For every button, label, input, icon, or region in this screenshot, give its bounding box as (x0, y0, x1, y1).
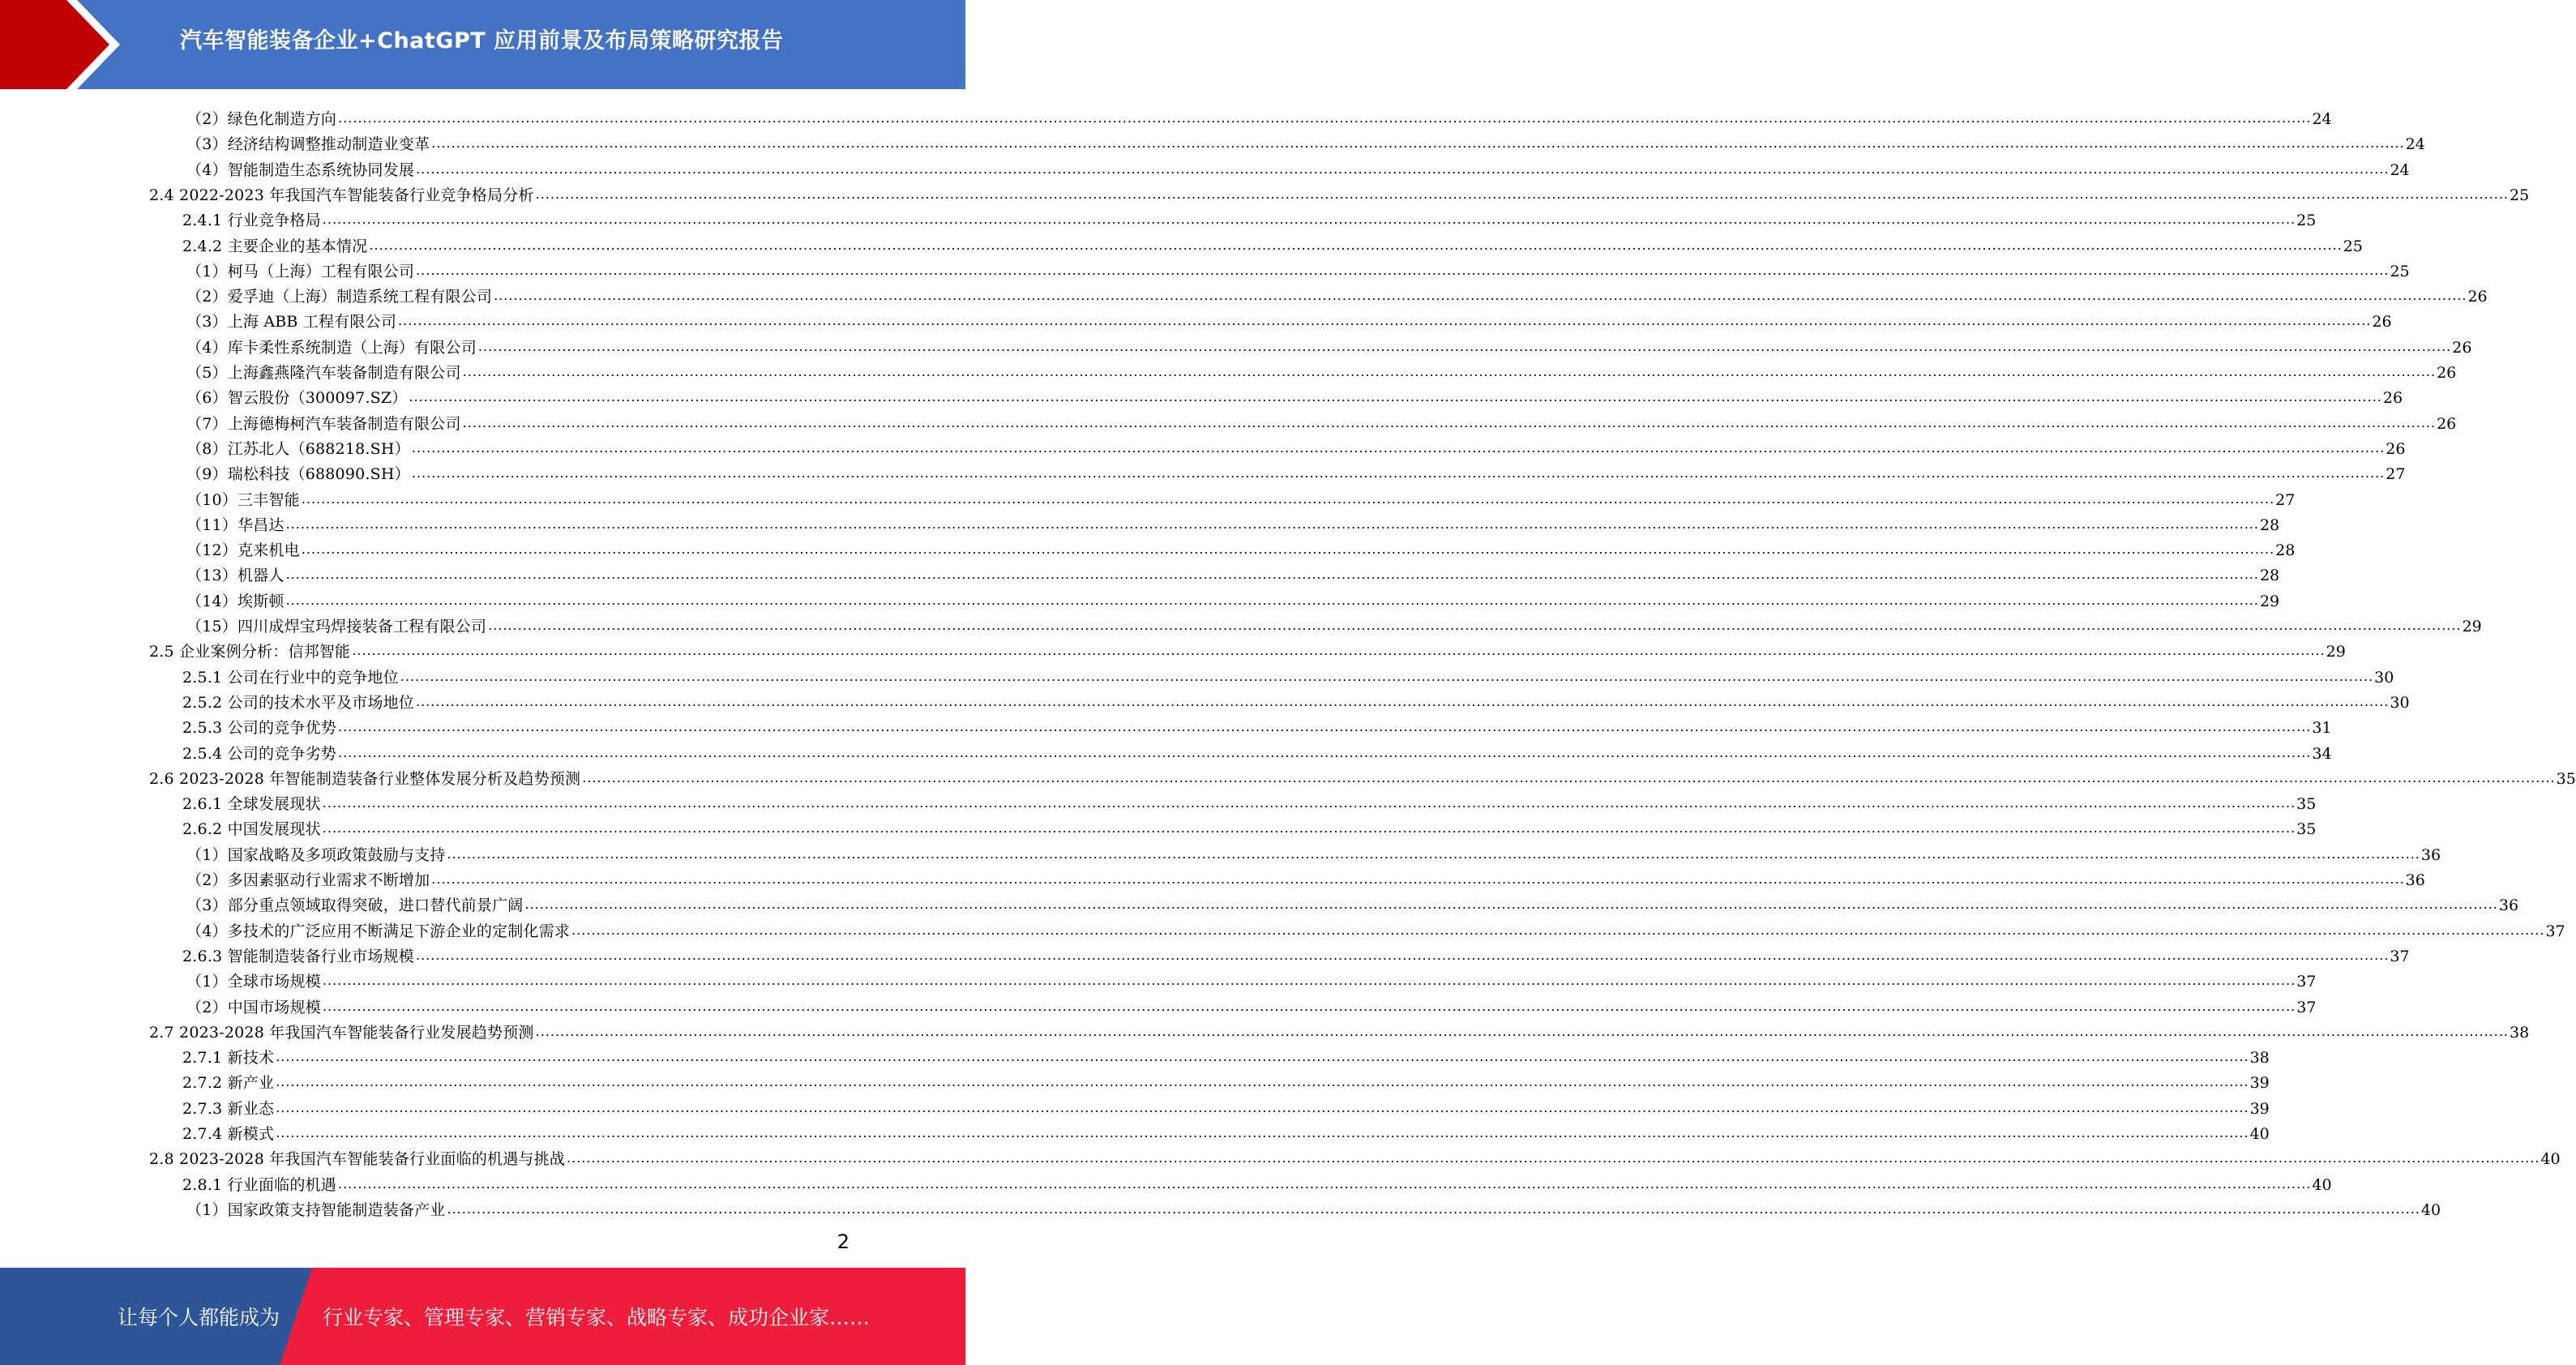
toc-entry-page: 39 (2249, 1099, 2270, 1118)
toc-entry-page: 27 (2386, 465, 2406, 484)
toc-entry[interactable] (182, 1093, 2270, 1119)
toc-leader-dots: ................................................................................................................................................................................................................................................................................................................................................................................................................ (447, 845, 2420, 862)
toc-leader-dots: ................................................................................................................................................................................................................................................................................................................................................................................................................ (416, 262, 2390, 278)
toc-entry[interactable] (186, 281, 2488, 306)
toc-leader-dots: ................................................................................................................................................................................................................................................................................................................................................................................................................ (322, 973, 2296, 989)
toc-entry[interactable] (186, 104, 2332, 129)
toc-entry-page: 36 (2498, 896, 2519, 915)
toc-entry-page: 30 (2390, 693, 2410, 712)
toc-entry-page: 26 (2382, 389, 2403, 408)
toc-entry-label: 2.5.1 公司在行业中的竞争地位 (182, 668, 399, 687)
toc-entry-label: 2.6.1 全球发展现状 (182, 795, 321, 814)
toc-entry[interactable] (182, 789, 2317, 814)
toc-entry-page: 40 (2249, 1125, 2270, 1143)
toc-entry-page: 26 (2437, 414, 2457, 433)
toc-entry-page: 38 (2249, 1049, 2270, 1068)
toc-entry-page: 36 (2420, 845, 2441, 864)
toc-entry[interactable] (182, 738, 2332, 764)
toc-leader-dots: ................................................................................................................................................................................................................................................................................................................................................................................................................ (524, 896, 2498, 913)
toc-entry[interactable] (149, 636, 2346, 661)
toc-entry-page: 29 (2462, 618, 2482, 635)
toc-entry-label: （5）上海鑫燕隆汽车装备制造有限公司 (186, 364, 461, 382)
toc-entry-label: 2.5 企业案例分析：信邦智能 (149, 643, 351, 661)
toc-entry-page: 26 (2386, 439, 2406, 458)
toc-entry[interactable] (186, 865, 2425, 890)
toc-entry-label: （13）机器人 (186, 567, 285, 585)
toc-leader-dots: ................................................................................................................................................................................................................................................................................................................................................................................................................ (416, 693, 2390, 709)
toc-entry-label: 2.7.1 新技术 (182, 1049, 275, 1068)
toc-entry-label: 2.8.1 行业面临的机遇 (182, 1175, 336, 1194)
page-header (0, 0, 965, 89)
toc-leader-dots: ................................................................................................................................................................................................................................................................................................................................................................................................................ (276, 1074, 2249, 1090)
toc-leader-dots: ................................................................................................................................................................................................................................................................................................................................................................................................................ (535, 186, 2509, 202)
toc-entry-page: 38 (2510, 1023, 2530, 1042)
toc-leader-dots: ................................................................................................................................................................................................................................................................................................................................................................................................................ (276, 1049, 2249, 1065)
toc-entry[interactable] (186, 535, 2296, 560)
toc-entry-page: 28 (2259, 567, 2280, 585)
toc-entry[interactable] (186, 332, 2472, 357)
toc-leader-dots: ................................................................................................................................................................................................................................................................................................................................................................................................................ (285, 516, 2259, 532)
toc-entry-label: 2.5.2 公司的技术水平及市场地位 (182, 693, 414, 712)
toc-entry-label: 2.7 2023-2028 年我国汽车智能装备行业发展趋势预测 (149, 1023, 534, 1042)
toc-entry-page: 31 (2312, 719, 2332, 738)
toc-leader-dots: ................................................................................................................................................................................................................................................................................................................................................................................................................ (431, 871, 2405, 887)
toc-entry-label: （4）智能制造生态系统协同发展 (186, 160, 415, 179)
toc-leader-dots: ................................................................................................................................................................................................................................................................................................................................................................................................................ (285, 567, 2259, 583)
toc-entry-label: （11）华昌达 (186, 516, 285, 534)
toc-entry-label: （12）克来机电 (186, 541, 300, 560)
toc-entry[interactable] (182, 1119, 2270, 1144)
toc-entry[interactable] (186, 586, 2280, 611)
toc-entry-page: 40 (2540, 1150, 2561, 1169)
toc-entry[interactable] (182, 1042, 2270, 1068)
toc-entry-label: （14）埃斯顿 (186, 592, 285, 610)
toc-leader-dots: ................................................................................................................................................................................................................................................................................................................................................................................................................ (411, 465, 2386, 481)
toc-entry-label: 2.5.3 公司的竞争优势 (182, 719, 336, 738)
toc-leader-dots: ................................................................................................................................................................................................................................................................................................................................................................................................................ (338, 110, 2312, 126)
toc-entry-page: 25 (2296, 212, 2317, 230)
toc-entry[interactable] (182, 687, 2410, 712)
toc-leader-dots: ................................................................................................................................................................................................................................................................................................................................................................................................................ (322, 212, 2296, 228)
toc-entry[interactable] (186, 383, 2403, 408)
toc-entry[interactable] (182, 231, 2363, 256)
toc-leader-dots: ................................................................................................................................................................................................................................................................................................................................................................................................................ (411, 439, 2386, 456)
toc-entry[interactable] (186, 611, 2482, 636)
toc-entry[interactable] (186, 840, 2441, 865)
toc-entry[interactable] (186, 916, 2565, 941)
toc-entry-label: 2.4.2 主要企业的基本情况 (182, 237, 368, 255)
toc-entry[interactable] (182, 1170, 2332, 1195)
toc-leader-dots: ................................................................................................................................................................................................................................................................................................................................................................................................................ (337, 744, 2312, 760)
toc-entry-label: （3）上海 ABB 工程有限公司 (186, 313, 397, 332)
toc-leader-dots: ................................................................................................................................................................................................................................................................................................................................................................................................................ (301, 541, 2275, 558)
toc-entry[interactable] (182, 712, 2332, 738)
toc-entry-label: （4）库卡柔性系统制造（上海）有限公司 (186, 338, 477, 357)
toc-entry-label: 2.4 2022-2023 年我国汽车智能装备行业竞争格局分析 (149, 186, 534, 204)
toc-entry[interactable] (182, 662, 2394, 687)
toc-entry-page: 26 (2467, 288, 2488, 306)
toc-entry-label: （2）绿色化制造方向 (186, 110, 337, 128)
toc-leader-dots: ................................................................................................................................................................................................................................................................................................................................................................................................................ (416, 947, 2390, 963)
toc-entry-page: 37 (2390, 947, 2410, 965)
toc-entry[interactable] (149, 1144, 2561, 1169)
toc-entry-page: 34 (2312, 744, 2332, 763)
toc-entry-label: （1）国家战略及多项政策鼓励与支持 (186, 845, 446, 864)
toc-entry-page: 37 (2545, 922, 2565, 940)
toc-leader-dots: ................................................................................................................................................................................................................................................................................................................................................................................................................ (337, 1175, 2312, 1192)
toc-entry[interactable] (186, 256, 2410, 281)
toc-entry-page: 28 (2259, 516, 2280, 534)
toc-entry[interactable] (182, 205, 2317, 230)
page-number: 2 (837, 1230, 849, 1253)
toc-leader-dots: ................................................................................................................................................................................................................................................................................................................................................................................................................ (462, 364, 2437, 379)
toc-entry-label: （3）部分重点领域取得突破，进口替代前景广阔 (186, 896, 524, 915)
toc-entry-page: 24 (2312, 110, 2332, 128)
toc-entry-page: 35 (2556, 769, 2576, 788)
toc-entry[interactable] (182, 1068, 2270, 1093)
toc-entry[interactable] (182, 941, 2410, 966)
toc-entry-page: 28 (2275, 541, 2296, 560)
toc-entry-label: 2.6.2 中国发展现状 (182, 820, 321, 839)
toc-leader-dots: ................................................................................................................................................................................................................................................................................................................................................................................................................ (582, 769, 2556, 785)
toc-entry-label: 2.8 2023-2028 年我国汽车智能装备行业面临的机遇与挑战 (149, 1150, 566, 1169)
toc-leader-dots: ................................................................................................................................................................................................................................................................................................................................................................................................................ (337, 719, 2312, 735)
footer-slogan-left: 让每个人都能成为 (118, 1306, 280, 1329)
toc-entry-page: 35 (2296, 795, 2317, 814)
toc-entry-label: （1）柯马（上海）工程有限公司 (186, 262, 415, 280)
toc-entry[interactable] (186, 409, 2457, 434)
report-title: 汽车智能装备企业+ChatGPT 应用前景及布局策略研究报告 (180, 28, 784, 53)
toc-entry-label: （3）经济结构调整推动制造业变革 (186, 135, 430, 154)
toc-leader-dots: ................................................................................................................................................................................................................................................................................................................................................................................................................ (477, 338, 2452, 354)
toc-entry-label: （10）三丰智能 (186, 490, 300, 509)
toc-entry[interactable] (186, 155, 2410, 180)
toc-leader-dots: ................................................................................................................................................................................................................................................................................................................................................................................................................ (322, 998, 2296, 1014)
toc-leader-dots: ................................................................................................................................................................................................................................................................................................................................................................................................................ (285, 592, 2259, 608)
toc-entry-label: （6）智云股份（300097.SZ） (186, 389, 408, 408)
toc-entry-label: （1）国家政策支持智能制造装备产业 (186, 1200, 446, 1219)
toc-entry-page: 37 (2296, 998, 2317, 1016)
toc-entry-page: 40 (2420, 1200, 2441, 1219)
toc-entry-label: 2.6 2023-2028 年智能制造装备行业整体发展分析及趋势预测 (149, 769, 581, 788)
toc-entry-label: （2）多因素驱动行业需求不断增加 (186, 871, 430, 889)
toc-leader-dots: ................................................................................................................................................................................................................................................................................................................................................................................................................ (322, 795, 2296, 811)
page-footer (0, 1268, 965, 1365)
toc-entry-page: 24 (2390, 160, 2410, 179)
toc-entry-page: 40 (2312, 1175, 2332, 1194)
toc-entry-page: 39 (2249, 1074, 2270, 1093)
toc-entry[interactable] (186, 129, 2425, 154)
footer-slogan-right: 行业专家、管理专家、营销专家、战略专家、成功企业家…… (323, 1306, 871, 1329)
toc-entry-page: 25 (2510, 186, 2530, 204)
toc-entry-page: 25 (2390, 262, 2410, 280)
toc-leader-dots: ................................................................................................................................................................................................................................................................................................................................................................................................................ (416, 160, 2390, 177)
toc-entry-label: 2.7.4 新模式 (182, 1125, 275, 1143)
toc-leader-dots: ................................................................................................................................................................................................................................................................................................................................................................................................................ (488, 618, 2462, 633)
toc-leader-dots: ................................................................................................................................................................................................................................................................................................................................................................................................................ (447, 1200, 2420, 1217)
toc-entry-page: 27 (2275, 490, 2296, 509)
toc-leader-dots: ................................................................................................................................................................................................................................................................................................................................................................................................................ (494, 288, 2467, 304)
toc-entry[interactable] (186, 1195, 2441, 1220)
toc-entry-page: 24 (2405, 135, 2425, 154)
toc-entry-label: （15）四川成焊宝玛焊接装备工程有限公司 (186, 618, 487, 635)
toc-entry[interactable] (186, 890, 2519, 915)
toc-leader-dots: ................................................................................................................................................................................................................................................................................................................................................................................................................ (571, 922, 2545, 938)
toc-leader-dots: ................................................................................................................................................................................................................................................................................................................................................................................................................ (352, 643, 2326, 659)
toc-entry-label: （1）全球市场规模 (186, 973, 321, 991)
toc-entry-label: （2）中国市场规模 (186, 998, 321, 1016)
toc-leader-dots: ................................................................................................................................................................................................................................................................................................................................................................................................................ (369, 237, 2343, 253)
toc-entry[interactable] (186, 510, 2280, 535)
toc-leader-dots: ................................................................................................................................................................................................................................................................................................................................................................................................................ (567, 1150, 2540, 1166)
toc-entry[interactable] (186, 306, 2392, 332)
toc-leader-dots: ................................................................................................................................................................................................................................................................................................................................................................................................................ (409, 389, 2382, 405)
toc-entry-page: 26 (2372, 313, 2392, 332)
toc-entry-page: 25 (2343, 237, 2363, 255)
toc-entry-page: 29 (2259, 592, 2280, 610)
toc-entry-page: 26 (2437, 364, 2457, 382)
toc-entry-page: 35 (2296, 820, 2317, 839)
toc-entry[interactable] (149, 180, 2530, 205)
toc-entry[interactable] (186, 357, 2457, 383)
toc-entry-label: （9）瑞松科技（688090.SH） (186, 465, 410, 484)
toc-leader-dots: ................................................................................................................................................................................................................................................................................................................................................................................................................ (462, 414, 2437, 430)
toc-leader-dots: ................................................................................................................................................................................................................................................................................................................................................................................................................ (431, 135, 2405, 152)
toc-leader-dots: ................................................................................................................................................................................................................................................................................................................................................................................................................ (535, 1023, 2509, 1039)
toc-entry[interactable] (182, 814, 2317, 839)
toc-entry-label: （2）爱孚迪（上海）制造系统工程有限公司 (186, 288, 493, 306)
toc-entry-page: 29 (2326, 643, 2346, 661)
toc-entry-page: 26 (2452, 338, 2472, 357)
toc-entry-label: 2.7.3 新业态 (182, 1099, 275, 1118)
toc-entry[interactable] (149, 1017, 2530, 1042)
toc-entry-label: （8）江苏北人（688218.SH） (186, 439, 410, 458)
toc-leader-dots: ................................................................................................................................................................................................................................................................................................................................................................................................................ (276, 1125, 2249, 1140)
toc-entry[interactable] (186, 459, 2406, 484)
toc-entry[interactable] (186, 485, 2296, 510)
toc-entry-label: 2.7.2 新产业 (182, 1074, 275, 1093)
toc-entry-label: 2.5.4 公司的竞争劣势 (182, 744, 336, 763)
toc-entry-page: 36 (2405, 871, 2425, 889)
toc-entry-label: 2.4.1 行业竞争格局 (182, 212, 321, 230)
toc-leader-dots: ................................................................................................................................................................................................................................................................................................................................................................................................................ (276, 1099, 2249, 1115)
toc-entry[interactable] (186, 966, 2317, 991)
toc-leader-dots: ................................................................................................................................................................................................................................................................................................................................................................................................................ (398, 313, 2372, 329)
toc-entry[interactable] (149, 764, 2576, 789)
toc-leader-dots: ................................................................................................................................................................................................................................................................................................................................................................................................................ (322, 820, 2296, 837)
toc-entry[interactable] (186, 434, 2406, 459)
toc-leader-dots: ................................................................................................................................................................................................................................................................................................................................................................................................................ (400, 668, 2374, 684)
toc-entry-page: 30 (2374, 668, 2394, 687)
toc-leader-dots: ................................................................................................................................................................................................................................................................................................................................................................................................................ (301, 490, 2275, 507)
toc-entry-label: （4）多技术的广泛应用不断满足下游企业的定制化需求 (186, 922, 571, 940)
toc-entry[interactable] (186, 992, 2317, 1017)
toc-entry[interactable] (186, 560, 2280, 585)
toc-entry-label: （7）上海德梅柯汽车装备制造有限公司 (186, 414, 461, 433)
toc-entry-page: 37 (2296, 973, 2317, 991)
toc-entry-label: 2.6.3 智能制造装备行业市场规模 (182, 947, 414, 965)
